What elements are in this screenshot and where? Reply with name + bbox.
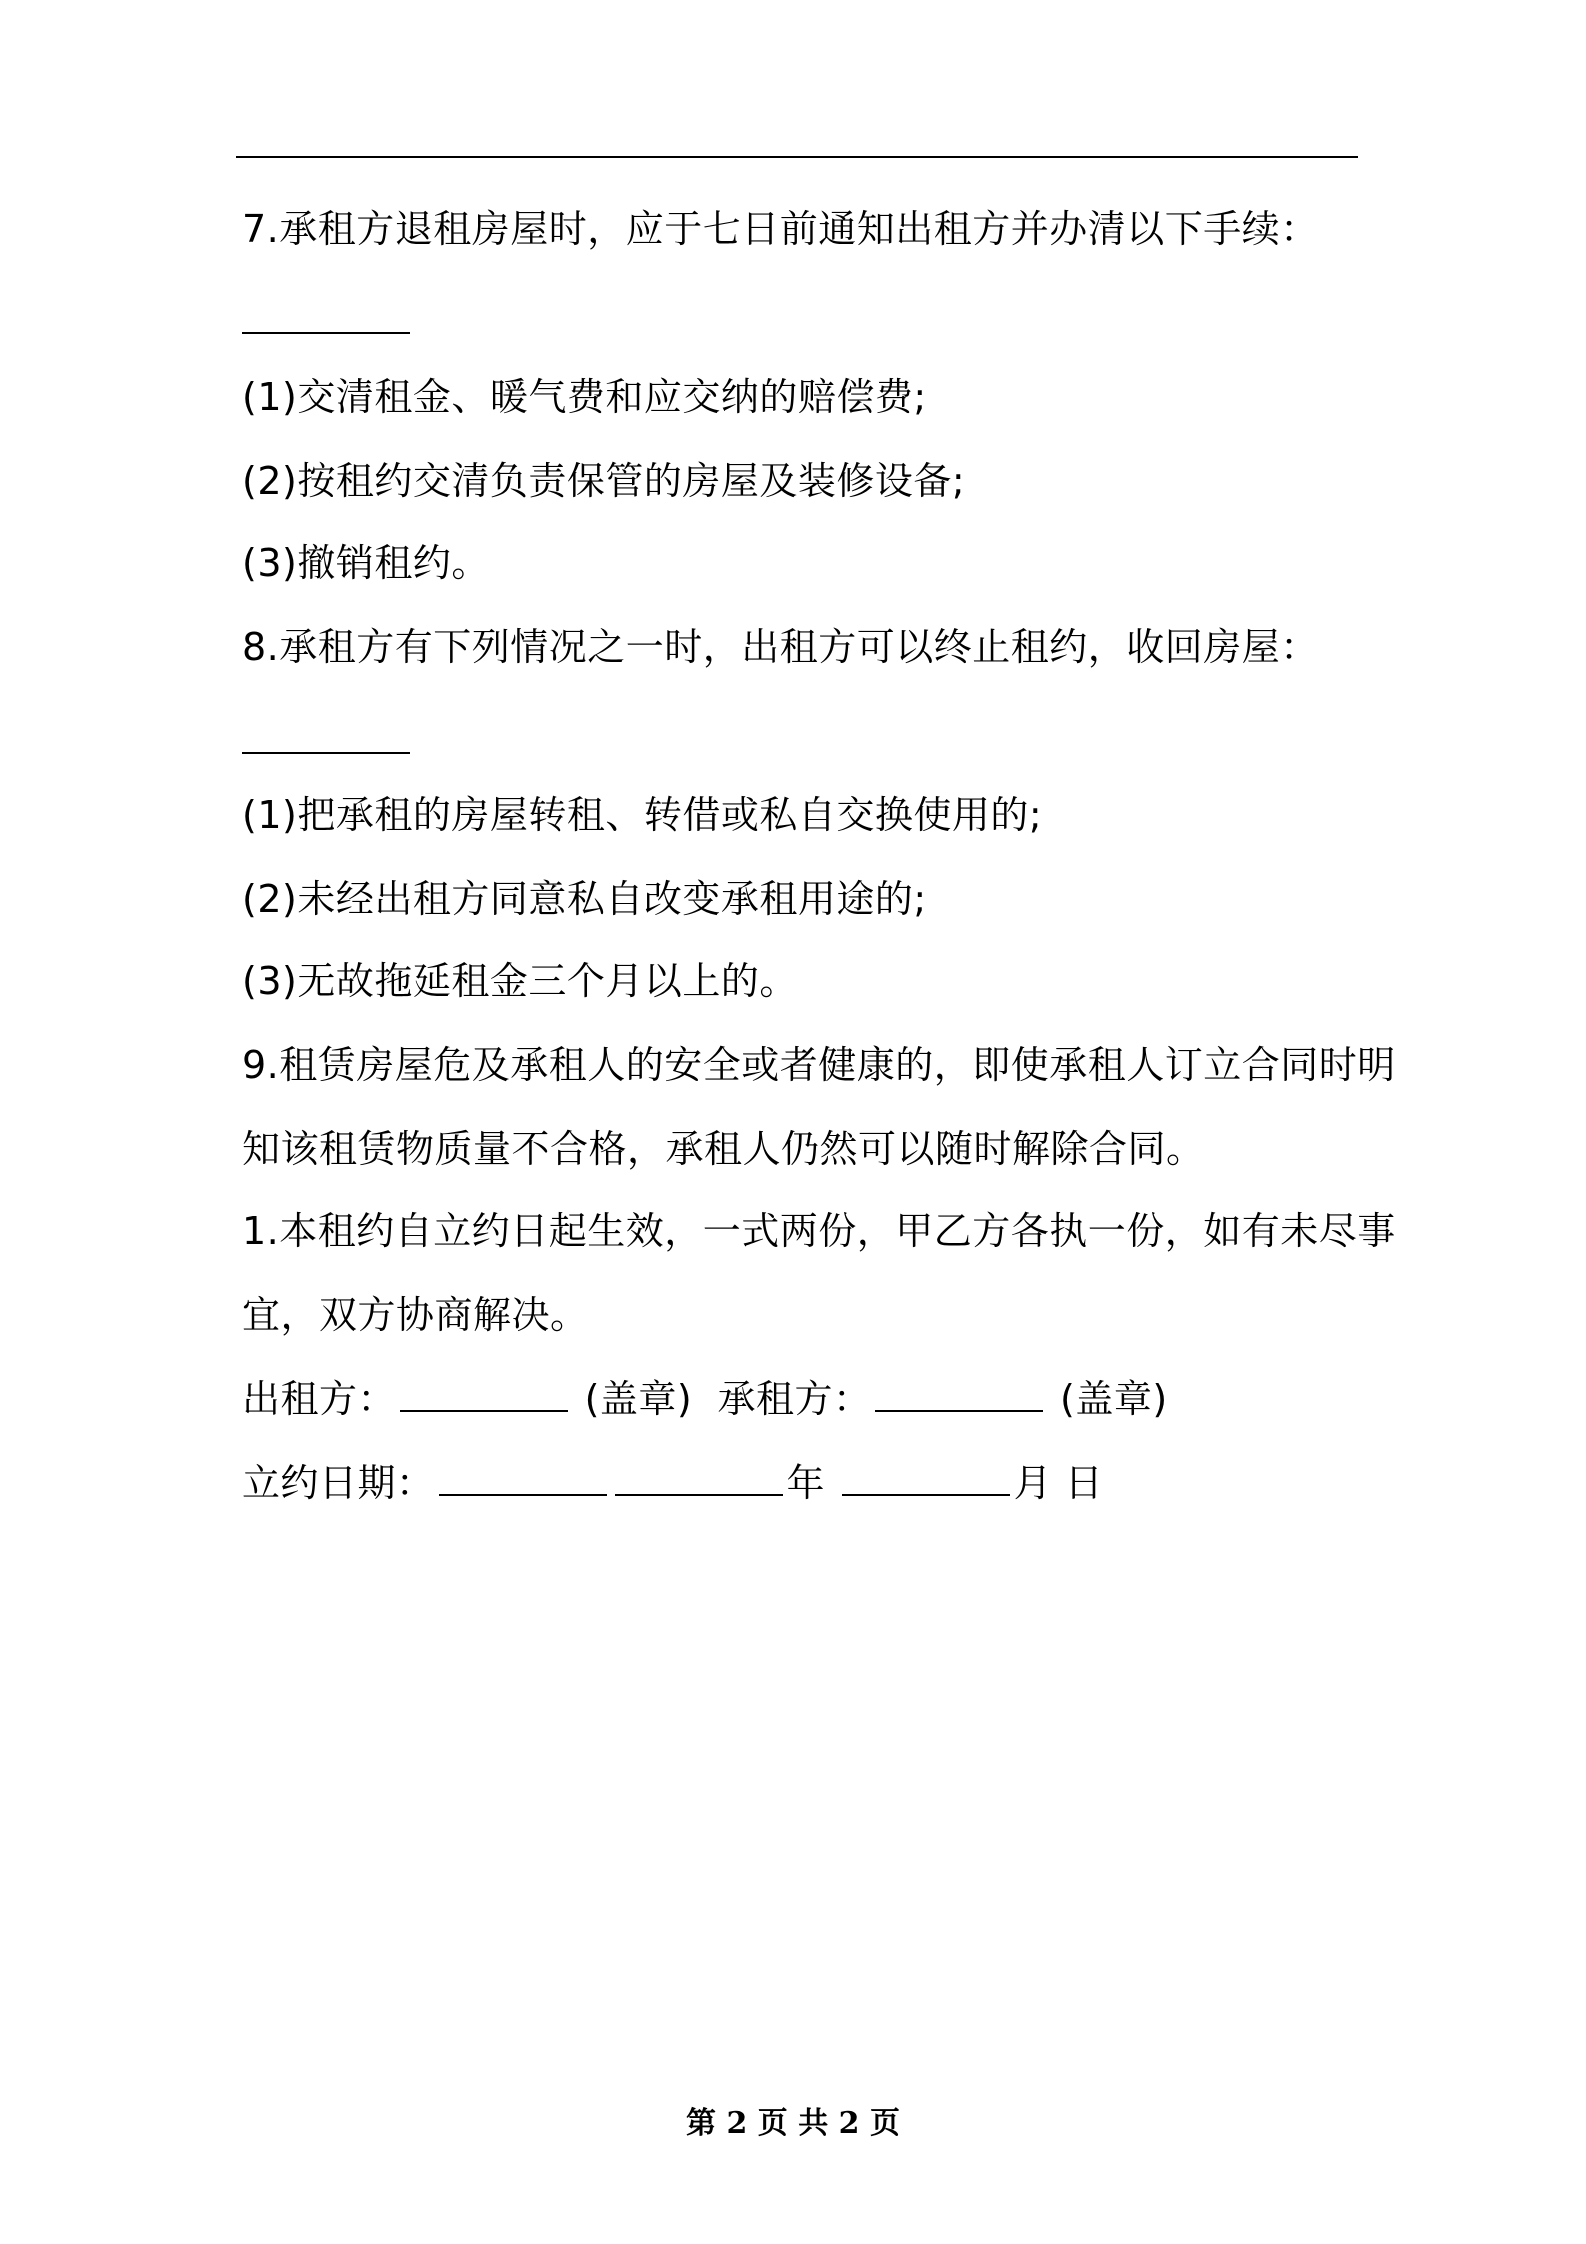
clause-9-line-2: 知该租赁物质量不合格，承租人仍然可以随时解除合同。 (242, 1127, 1205, 1171)
clause-7-item-2: (2)按租约交清负责保管的房屋及装修设备; (242, 459, 966, 503)
month-field[interactable] (842, 1458, 1010, 1496)
lessee-seal-label: (盖章) (1060, 1377, 1168, 1421)
lessor-signature-field[interactable] (400, 1374, 568, 1412)
clause-8-item-2: (2)未经出租方同意私自改变承租用途的; (242, 877, 927, 921)
page-footer: 第 2 页 共 2 页 (686, 2106, 900, 2141)
effective-clause-line-2: 宜，双方协商解决。 (242, 1293, 589, 1337)
blank-line-2 (242, 752, 410, 754)
clause-7-heading: 7.承租方退租房屋时，应于七日前通知出租方并办清以下手续： (242, 207, 1319, 251)
lessor-label: 出租方： (242, 1377, 397, 1421)
lessor-seal-label: (盖章) (584, 1377, 693, 1421)
clause-9-line-1: 9.租赁房屋危及承租人的安全或者健康的，即使承租人订立合同时明 (242, 1043, 1396, 1087)
header-rule (236, 156, 1358, 158)
month-label: 月 (1013, 1461, 1053, 1505)
year-label: 年 (786, 1461, 826, 1505)
date-label: 立约日期： (242, 1461, 435, 1505)
clause-7-item-3: (3)撤销租约。 (242, 541, 490, 585)
clause-7-item-1: (1)交清租金、暖气费和应交纳的赔偿费; (242, 375, 927, 419)
clause-8-item-3: (3)无故拖延租金三个月以上的。 (242, 959, 798, 1003)
effective-clause-line-1: 1.本租约自立约日起生效，一式两份，甲乙方各执一份，如有未尽事 (242, 1209, 1396, 1253)
blank-line-1 (242, 332, 410, 334)
day-label: 日 (1064, 1461, 1104, 1505)
clause-8-heading: 8.承租方有下列情况之一时，出租方可以终止租约，收回房屋： (242, 625, 1319, 669)
clause-8-item-1: (1)把承租的房屋转租、转借或私自交换使用的; (242, 793, 1043, 837)
year-field[interactable] (615, 1458, 783, 1496)
lessee-label: 承租方： (717, 1377, 872, 1421)
signature-line (242, 1374, 1168, 1424)
date-line (242, 1458, 1103, 1508)
lessee-signature-field[interactable] (875, 1374, 1043, 1412)
date-field-1[interactable] (439, 1458, 607, 1496)
